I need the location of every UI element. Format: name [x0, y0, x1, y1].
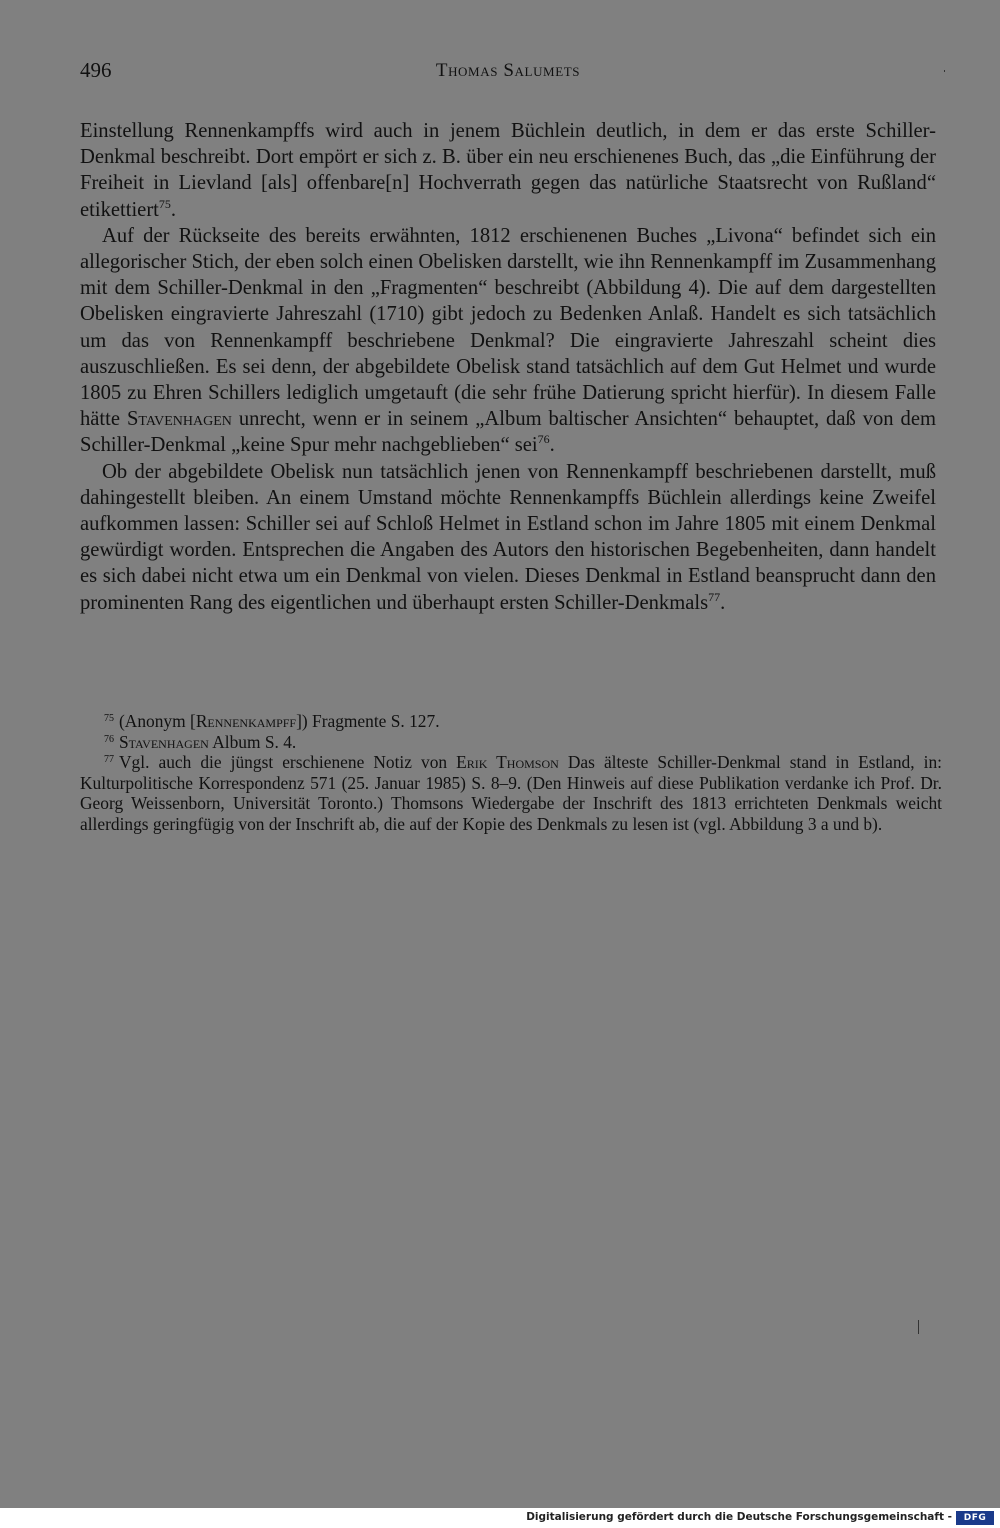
footnote-text: ]) Fragmente S. 127.	[296, 711, 440, 731]
digitization-footer	[0, 1508, 1000, 1528]
footnote-76	[80, 732, 942, 753]
running-head	[80, 58, 936, 88]
page-number: 496	[80, 58, 112, 82]
running-title: Thomas Salumets	[435, 60, 581, 81]
funding-credit: Digitalisierung gefördert durch die Deutsche Forschungsgemeinschaft -	[526, 1511, 952, 1523]
footnote-text: (Anonym [	[119, 711, 196, 731]
footnotes	[80, 711, 942, 835]
footnote-ref-77: 77	[708, 589, 721, 604]
paragraph-3	[80, 459, 936, 616]
paragraph-2-text-a: Auf der Rückseite des bereits erwähnten, 1812 erschienenen Buches „Livona“ befindet sich ein allegorischer Stich, der eben solch einen Obelisken darstellt, wie ihn Rennenkampff im Zusammenhang mit dem Schiller-Denkmal in den „Fragmenten“ beschreibt (Abbildung 4). Die auf dem dargestellten Obelisken eingravierte Jahreszahl (1710) gibt jedoch zu Bedenken Anlaß. Handelt es sich tatsächlich um das von Rennenkampff beschriebene Denkmal? Die eingravierte Jahreszahl scheint dies auszuschließen. Es sei denn, der abgebildete Obelisk stand tatsächlich auf dem Gut Helmet und wurde 1805 zu Ehren Schillers lediglich umgetauft (die sehr frühe Datierung spricht hierfür). In diesem Falle hätte	[80, 224, 936, 431]
author-name: Rennenkampff	[195, 711, 297, 731]
footnote-ref-75: 75	[158, 196, 171, 211]
footnote-text: Vgl. auch die jüngst erschienene Notiz von	[119, 752, 448, 773]
paragraph-3-end: .	[720, 591, 726, 614]
footnote-number: 77	[104, 754, 114, 766]
footnote-text: Das älteste Schiller-Denkmal stand in Estland, in: Kulturpolitische Korrespondenz 571 (25. Januar 1985) S. 8–9. (Den Hinweis auf diese Publikation verdanke ich Prof. Dr. Georg Weissenborn, Universität Toronto.) Thomsons Wiedergabe der Inschrift des 1813 errichteten Denkmals weicht allerdings geringfügig von der Inschrift ab, die auf der Kopie des Denkmals zu lesen ist (vgl. Abbildung 3 a und b).	[80, 752, 942, 834]
paragraph-3-text: Ob der abgebildete Obelisk nun tatsächlich jenen von Rennenkampff beschriebenen darstellt, muß dahingestellt bleiben. An einem Umstand möchte Rennenkampffs Büchlein allerdings keine Zweifel aufkommen lassen: Schiller sei auf Schloß Helmet in Estland schon im Jahre 1805 mit einem Denkmal gewürdigt worden. Entsprechen die Angaben des Autors den historischen Begebenheiten, dann handelt es sich dabei nicht etwa um ein Denkmal von vielen. Dieses Denkmal in Estland beansprucht dann den prominenten Rang des eigentlichen und überhaupt ersten Schiller-Denkmals	[80, 460, 936, 614]
paragraph-1-end: .	[170, 198, 177, 221]
author-name-stavenhagen: Stavenhagen	[126, 408, 232, 431]
paragraph-1	[80, 118, 936, 223]
author-name: Erik Thomson	[456, 752, 559, 773]
paragraph-1-text: Einstellung Rennenkampffs wird auch in jenem Büchlein deutlich, in dem er das erste Schiller-Denkmal beschreibt. Dort empört er sich z. B. über ein neu erschienenes Buch, das „die Einführung der Freiheit in Lievland [als] offenbare[n] Hochverrath gegen das natürliche Staatsrecht von Rußland“ etikettiert	[80, 120, 936, 221]
footnote-ref-76: 76	[537, 432, 550, 447]
scan-speck	[944, 70, 945, 72]
paragraph-2-text-b: unrecht, wenn er in seinem „Album baltischer Ansichten“ behauptet, daß von dem Schiller-Denkmal „keine Spur mehr nachgeblieben“ sei	[80, 408, 936, 457]
paragraph-2-end: .	[549, 434, 555, 457]
footnote-number: 75	[104, 713, 114, 724]
footnote-77	[80, 752, 942, 834]
body-text	[80, 118, 936, 616]
scan-speck	[918, 1320, 919, 1334]
dfg-logo-icon: DFG	[956, 1511, 994, 1525]
author-name: Stavenhagen	[119, 731, 209, 752]
footnote-number: 76	[104, 733, 114, 745]
paragraph-2	[80, 223, 936, 459]
footnote-75	[80, 711, 942, 732]
footnote-text: Album S. 4.	[212, 731, 297, 752]
